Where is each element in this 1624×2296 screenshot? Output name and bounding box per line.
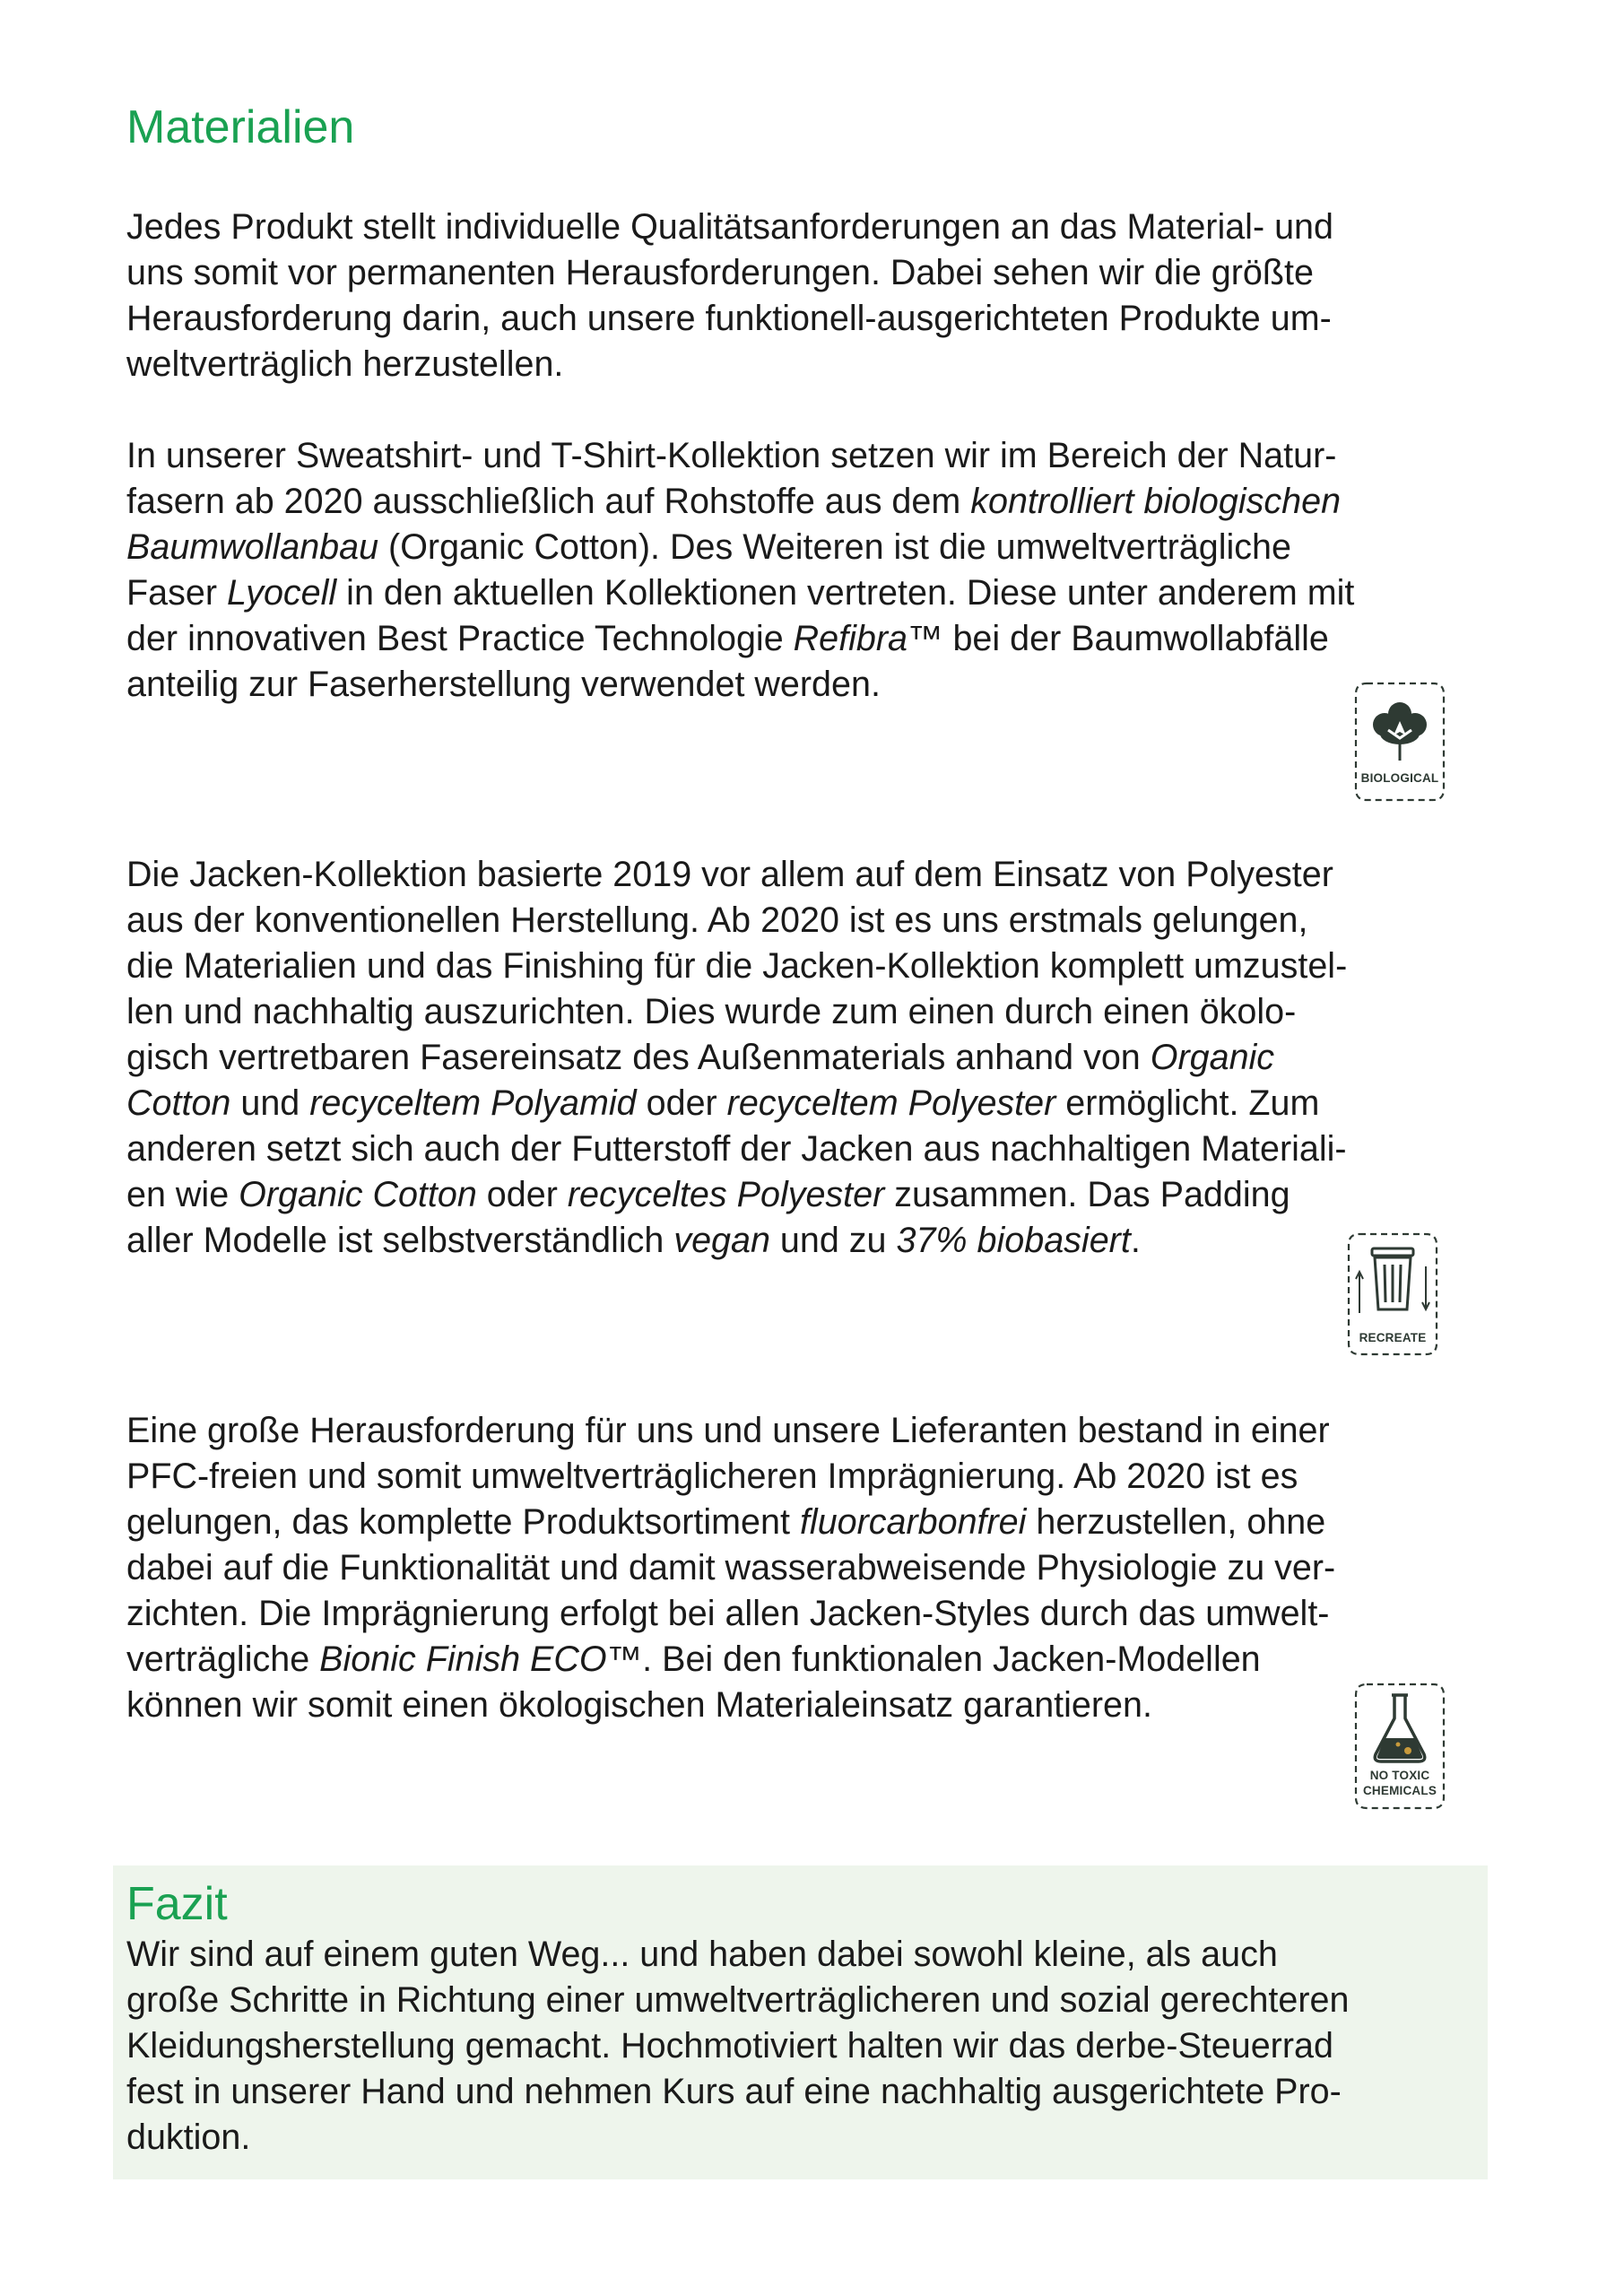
text-run: und zu [769,1221,897,1260]
italic-term: fluorcarbonfrei [799,1502,1027,1542]
no-toxic-chemicals-badge [1349,1679,1451,1813]
italic-term: recyceltem Polyester [726,1083,1056,1123]
italic-term: recyceltes Polyester [567,1175,885,1214]
italic-term: kontrolliert biologischen [970,482,1342,521]
paragraph-line [126,1500,1507,1545]
paragraph-intro [126,204,1507,387]
paragraph-line [126,616,1507,662]
text-run: zichten. Die Imprägnierung erfolgt bei allen Jacken-Styles durch das umwelt- [126,1594,1330,1633]
text-run: anteilig zur Faserherstellung verwendet werden. [126,665,881,704]
text-run: Faser [126,573,227,613]
paragraph-line [126,662,1507,708]
fazit-line: duktion. [126,2118,251,2157]
paragraph-line [126,433,1507,479]
paragraph-impregnation [126,1408,1507,1728]
italic-term: Lyocell [226,573,337,613]
paragraph-shirts [126,433,1507,708]
cotton-plant-icon [1349,674,1451,809]
fazit-heading: Fazit [126,1878,228,1930]
text-run: anderen setzt sich auch der Futterstoff der Jacken aus nachhaltigen Materiali- [126,1129,1347,1169]
text-run: Die Jacken-Kollektion basierte 2019 vor allem auf dem Einsatz von Polyester [126,855,1333,894]
no-toxic-label-line2: CHEMICALS [1362,1784,1437,1797]
text-run: en wie [126,1175,239,1214]
text-run: fasern ab 2020 ausschließlich auf Rohstoffe aus dem [126,482,971,521]
text-run: uns somit vor permanenten Herausforderungen. Dabei sehen wir die größte [126,253,1314,292]
text-run: herzustellen, ohne [1026,1502,1326,1542]
paragraph-line [126,1591,1507,1637]
text-run: oder [476,1175,568,1214]
text-run: verträgliche [126,1639,320,1679]
italic-term: Bionic Finish ECO [319,1639,607,1679]
paragraph-line [126,1683,1507,1728]
italic-term: Organic [1150,1038,1275,1077]
text-run: In unserer Sweatshirt- und T-Shirt-Kollektion setzen wir im Bereich der Natur- [126,436,1337,475]
recreate-badge [1342,1227,1444,1361]
text-run: gelungen, das komplette Produktsortiment [126,1502,800,1542]
no-toxic-label-line1: NO TOXIC [1369,1769,1430,1782]
italic-term: Baumwollanbau [126,527,379,567]
biological-label: BIOLOGICAL [1360,771,1439,785]
paragraph-line [126,1035,1507,1081]
text-run: weltverträglich herzustellen. [126,344,564,384]
italic-term: vegan [673,1221,770,1260]
text-run: und [230,1083,310,1123]
italic-term: Organic Cotton [239,1175,477,1214]
text-run: gisch vertretbaren Fasereinsatz des Außenmaterials anhand von [126,1038,1151,1077]
italic-term: Refibra [793,619,908,658]
paragraph-line [126,944,1507,989]
fazit-line: Kleidungsherstellung gemacht. Hochmotiviert halten wir das derbe-Steuerrad [126,2026,1333,2066]
text-run: die Materialien und das Finishing für die Jacken-Kollektion komplett umzustel- [126,946,1348,986]
paragraph-line [126,479,1507,525]
fazit-line: Wir sind auf einem guten Weg... und haben dabei sowohl kleine, als auch [126,1935,1278,1974]
text-run: ermöglicht. Zum [1055,1083,1320,1123]
italic-term: 37% biobasiert [896,1221,1131,1260]
paragraph-line [126,204,1507,250]
text-run: aus der konventionellen Herstellung. Ab 2020 ist es uns erstmals gelungen, [126,900,1308,940]
text-run: Eine große Herausforderung für uns und unsere Lieferanten bestand in einer [126,1411,1330,1450]
fazit-line: fest in unserer Hand und nehmen Kurs auf eine nachhaltig ausgerichtete Pro- [126,2072,1342,2111]
recreate-label: RECREATE [1359,1331,1427,1344]
biological-badge [1349,674,1451,809]
fazit-text [126,1932,1507,2161]
text-run: in den aktuellen Kollektionen vertreten. Diese unter anderem mit [336,573,1355,613]
section-heading: Materialien [126,101,355,153]
paragraph-line [126,1637,1507,1683]
text-run: aller Modelle ist selbstverständlich [126,1221,674,1260]
paragraph-line [126,1454,1507,1500]
paragraph-line [126,250,1507,296]
text-run: oder [636,1083,727,1123]
paragraph-line [126,342,1507,387]
fazit-line: große Schritte in Richtung einer umweltverträglicheren und sozial gerechteren [126,1980,1350,2020]
paragraph-line [126,1218,1507,1264]
text-run: können wir somit einen ökologischen Materialeinsatz garantieren. [126,1685,1152,1725]
text-run: Herausforderung darin, auch unsere funktionell-ausgerichteten Produkte um- [126,299,1332,338]
paragraph-line [126,852,1507,898]
text-run: ™ bei der Baumwollabfälle [907,619,1329,658]
text-run: len und nachhaltig auszurichten. Dies wurde zum einen durch einen ökolo- [126,992,1297,1031]
italic-term: Cotton [126,1083,231,1123]
paragraph-line [126,525,1507,570]
paragraph-jackets [126,852,1507,1264]
italic-term: recyceltem Polyamid [309,1083,637,1123]
paragraph-line [126,1408,1507,1454]
text-run: dabei auf die Funktionalität und damit wasserabweisende Physiologie zu ver- [126,1548,1336,1587]
paragraph-line [126,1126,1507,1172]
text-run: (Organic Cotton). Des Weiteren ist die umweltverträgliche [378,527,1291,567]
text-run: ™. Bei den funktionalen Jacken-Modellen [606,1639,1261,1679]
paragraph-line [126,570,1507,616]
paragraph-line [126,898,1507,944]
text-run: . [1130,1221,1141,1260]
paragraph-line [126,1081,1507,1126]
paragraph-line [126,989,1507,1035]
paragraph-line [126,1172,1507,1218]
text-run: der innovativen Best Practice Technologie [126,619,794,658]
paragraph-line [126,1545,1507,1591]
text-run: PFC-freien und somit umweltverträglicheren Imprägnierung. Ab 2020 ist es [126,1457,1298,1496]
paragraph-line [126,296,1507,342]
text-run: Jedes Produkt stellt individuelle Qualitätsanforderungen an das Material- und [126,207,1333,247]
text-run: zusammen. Das Padding [884,1175,1290,1214]
